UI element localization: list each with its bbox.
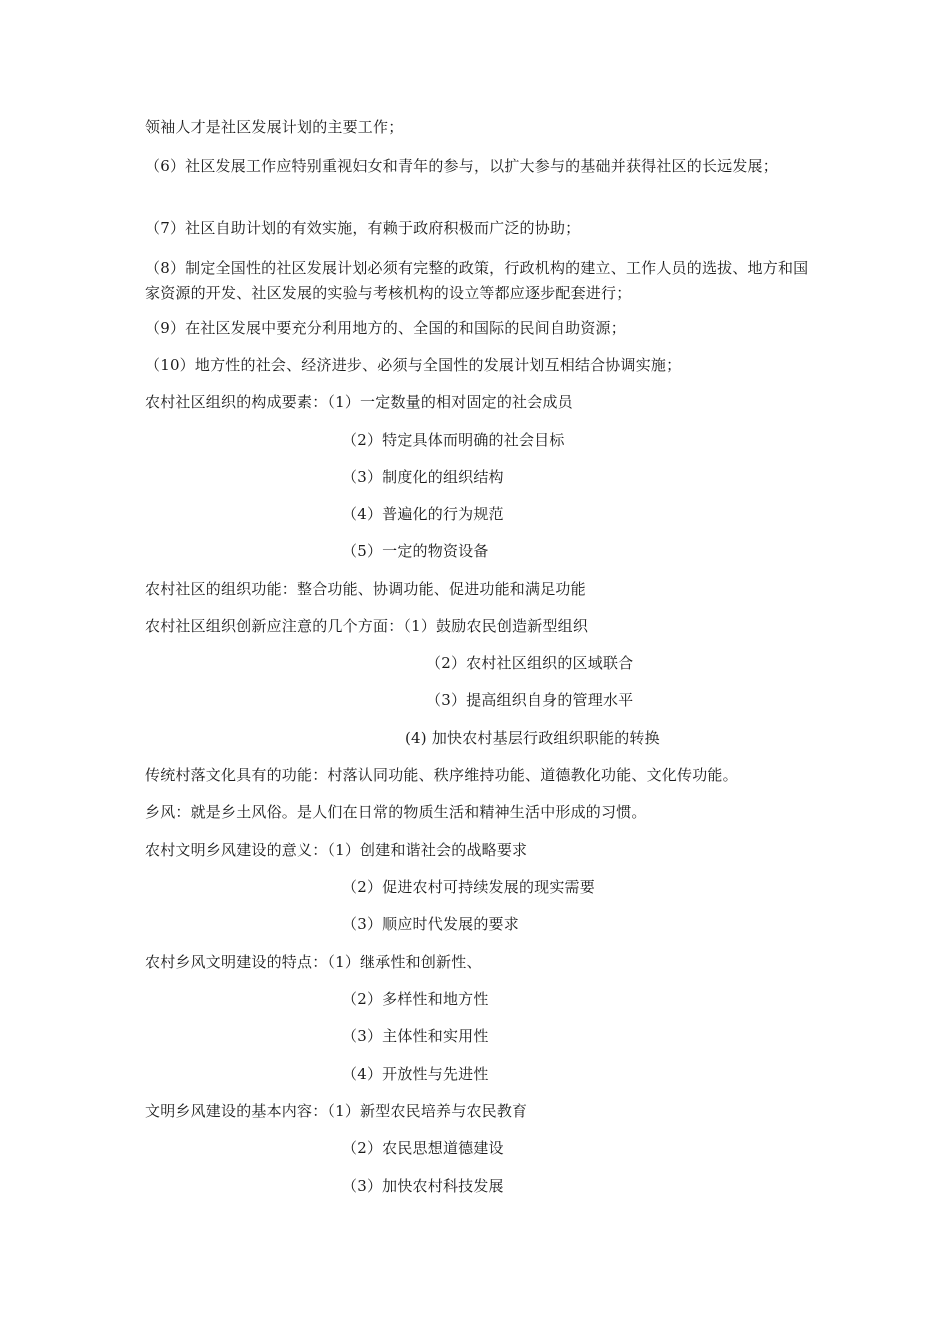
list-item: （4）开放性与先进性 xyxy=(342,1065,489,1083)
list-item: （2）特定具体而明确的社会目标 xyxy=(342,431,565,449)
list-item: （3）制度化的组织结构 xyxy=(342,468,504,486)
section-heading-line: 农村社区组织的构成要素：（1）一定数量的相对固定的社会成员 xyxy=(145,393,573,411)
text-line: （9）在社区发展中要充分利用地方的、全国的和国际的民间自助资源； xyxy=(145,319,626,337)
text-line: （10）地方性的社会、经济进步、必须与全国性的发展计划互相结合协调实施； xyxy=(145,356,682,374)
list-item: （2）促进农村可持续发展的现实需要 xyxy=(342,878,595,896)
list-item: （3）顺应时代发展的要求 xyxy=(342,915,519,933)
list-item: （3）主体性和实用性 xyxy=(342,1027,489,1045)
text-paragraph: （8）制定全国性的社区发展计划必须有完整的政策，行政机构的建立、工作人员的选拔、地方和国家资源的开发、社区发展的实验与考核机构的设立等都应逐步配套进行； xyxy=(145,259,809,302)
list-item: （2）多样性和地方性 xyxy=(342,990,489,1008)
list-item: （3）加快农村科技发展 xyxy=(342,1177,504,1195)
section-heading-line: 农村文明乡风建设的意义：（1）创建和谐社会的战略要求 xyxy=(145,841,528,859)
list-item: (4) 加快农村基层行政组织职能的转换 xyxy=(405,729,660,747)
text-paragraph: （6）社区发展工作应特别重视妇女和青年的参与，以扩大参与的基础并获得社区的长远发展； xyxy=(145,157,778,175)
text-line: 传统村落文化具有的功能：村落认同功能、秩序维持功能、道德教化功能、文化传功能。 xyxy=(145,766,738,784)
section-heading-line: 农村乡风文明建设的特点：（1）继承性和创新性、 xyxy=(145,953,482,971)
text-line: （7）社区自助计划的有效实施，有赖于政府积极而广泛的协助； xyxy=(145,219,581,237)
list-item: （5）一定的物资设备 xyxy=(342,542,489,560)
text-line: 农村社区的组织功能：整合功能、协调功能、促进功能和满足功能 xyxy=(145,580,586,598)
list-item: （3）提高组织自身的管理水平 xyxy=(426,691,634,709)
list-item: （4）普遍化的行为规范 xyxy=(342,505,504,523)
list-item: （2）农民思想道德建设 xyxy=(342,1139,504,1157)
section-heading-line: 文明乡风建设的基本内容：（1）新型农民培养与农民教育 xyxy=(145,1102,528,1120)
text-line: 领袖人才是社区发展计划的主要工作； xyxy=(145,118,404,136)
section-heading-line: 农村社区组织创新应注意的几个方面：（1）鼓励农民创造新型组织 xyxy=(145,617,589,635)
list-item: （2）农村社区组织的区域联合 xyxy=(426,654,634,672)
text-line: 乡风：就是乡土风俗。是人们在日常的物质生活和精神生活中形成的习惯。 xyxy=(145,803,647,821)
